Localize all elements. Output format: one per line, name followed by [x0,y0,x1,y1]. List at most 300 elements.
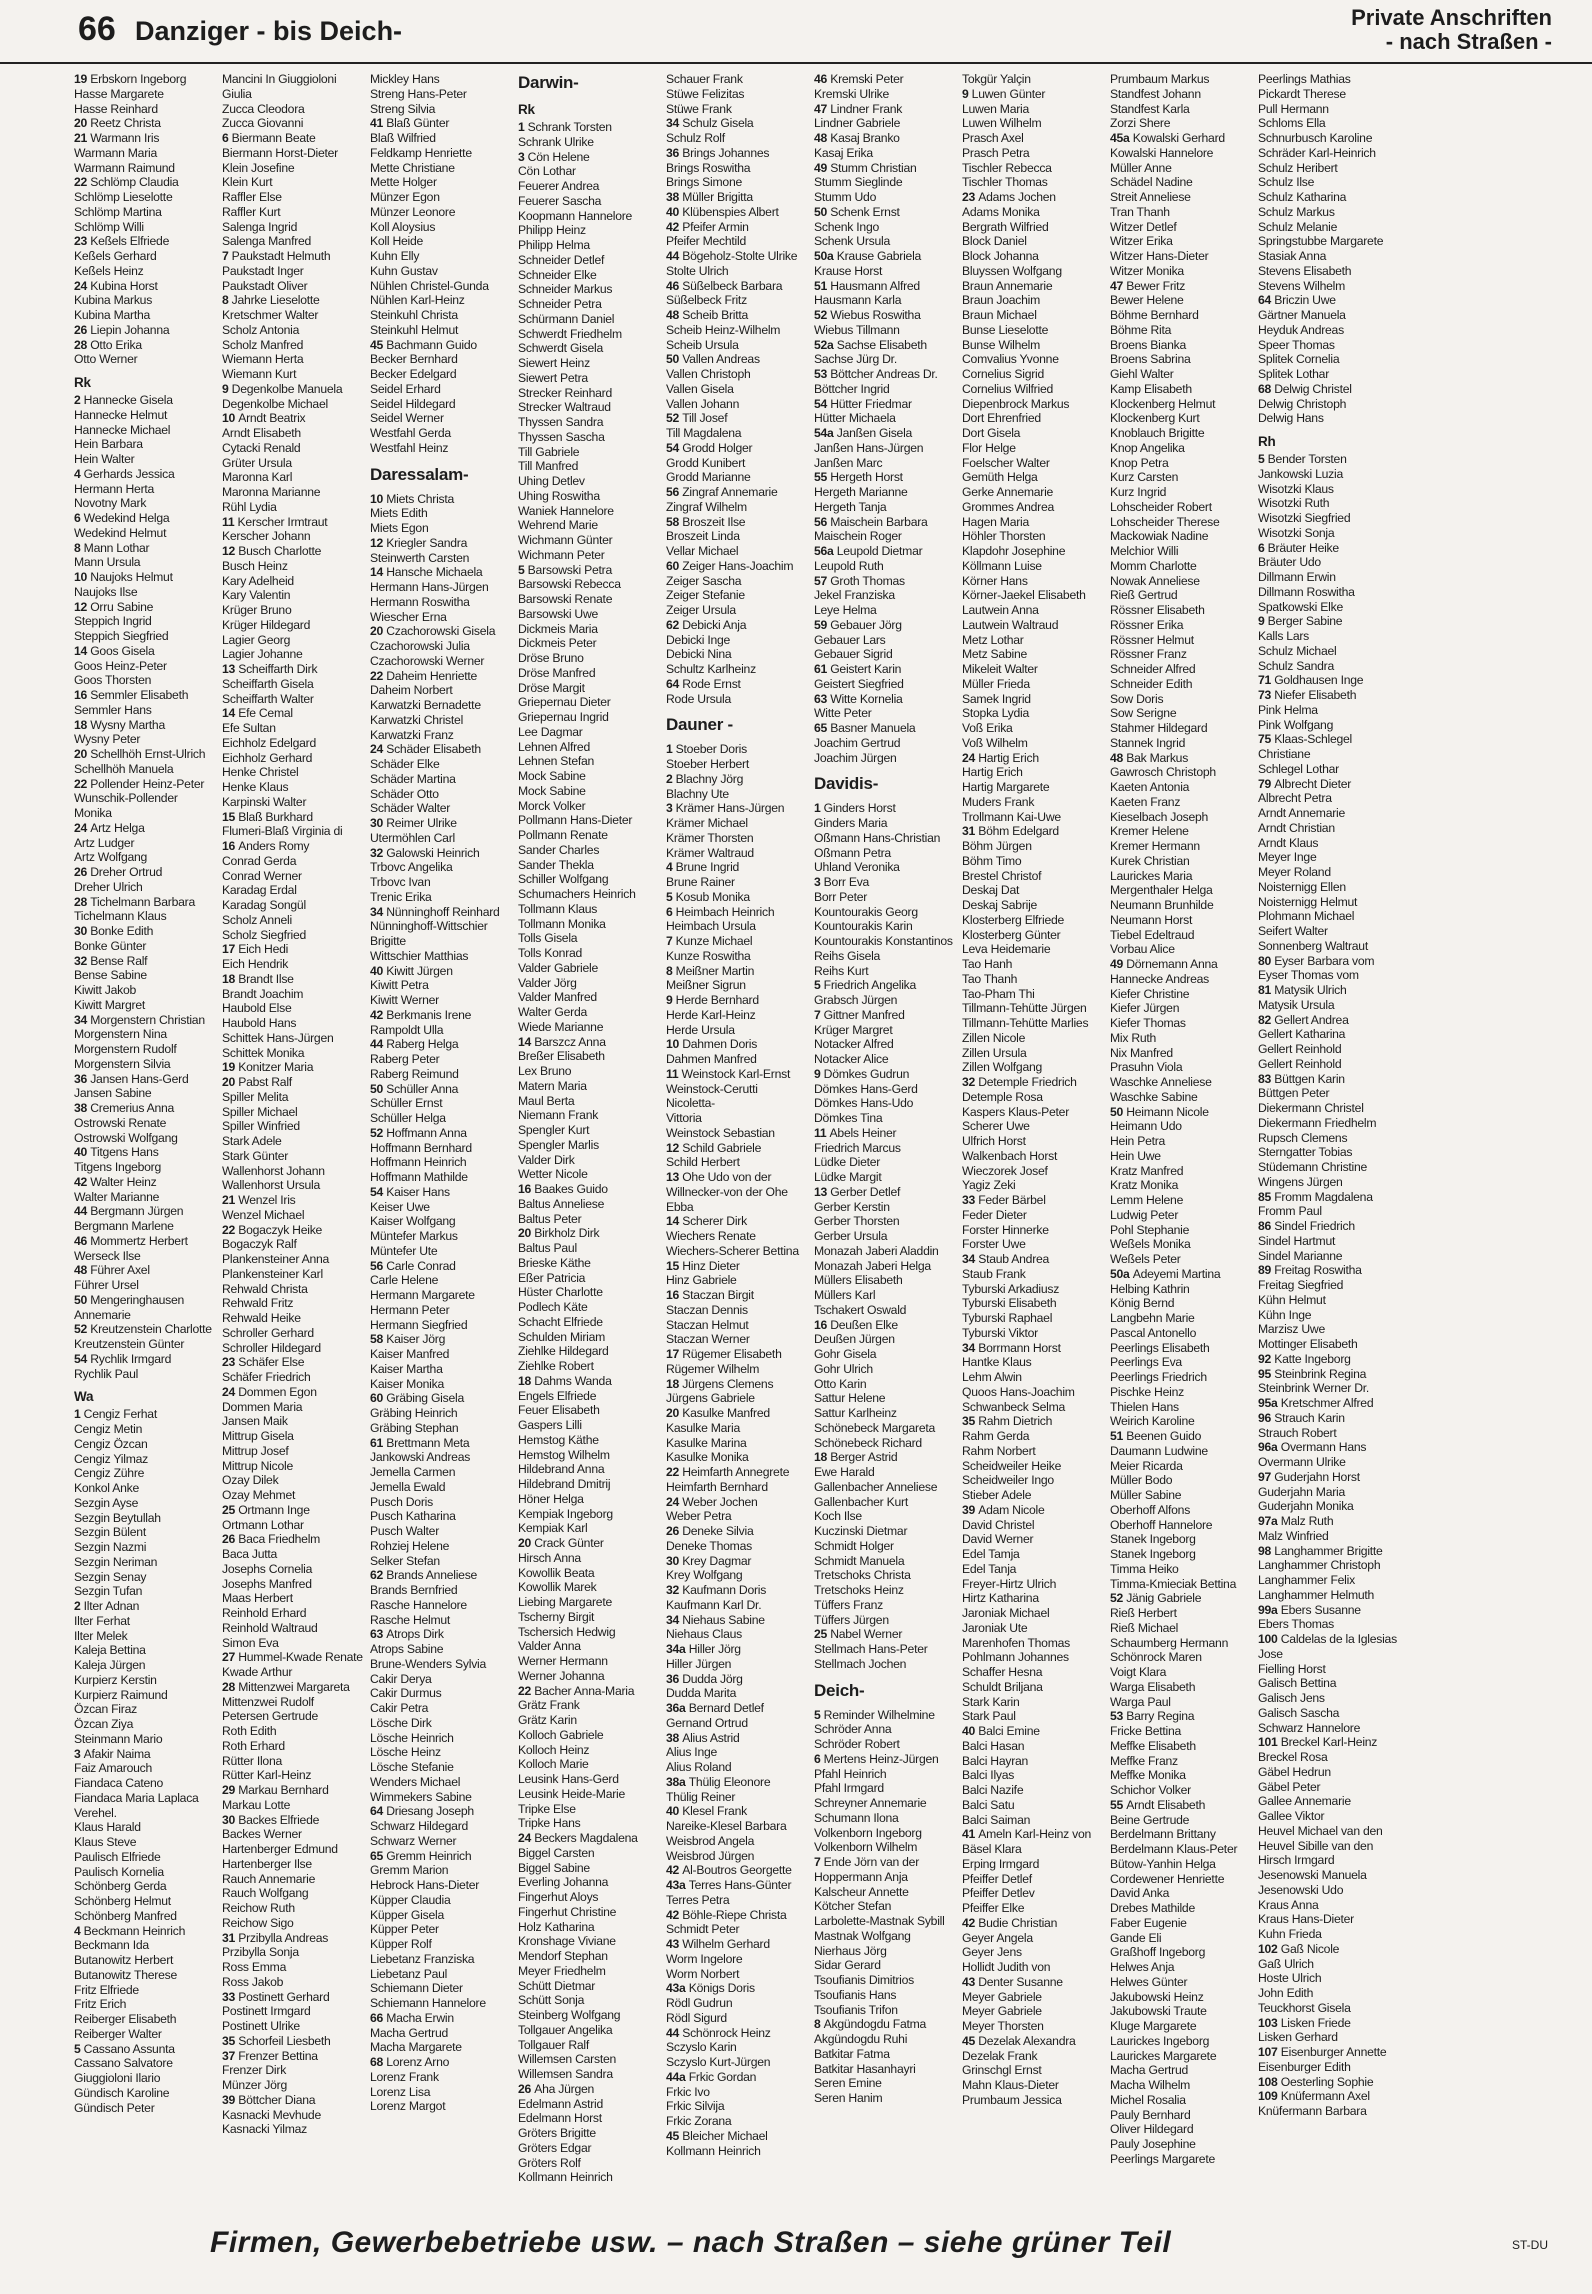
list-item [666,1878,814,1893]
resident-name: Paukstadt Helmuth [231,249,331,263]
resident-name: Scheiffarth Gisela [222,676,314,691]
list-item [1110,913,1258,928]
list-item [74,1116,222,1131]
list-item [74,87,222,102]
list-item [666,978,814,993]
resident-name: Cön Helene [527,149,590,164]
house-number: 12 [222,544,239,558]
resident-name: Ortmann Inge [238,1502,310,1517]
resident-name: Witzer Monika [1110,263,1184,278]
resident-name: Dickmeis Maria [518,621,598,636]
list-item [370,669,518,684]
resident-name: Münzer Egon [370,190,440,204]
list-item [370,1229,518,1244]
resident-name: Stopka Lydia [962,706,1030,721]
list-item [814,1259,962,1274]
list-item [1258,1573,1406,1588]
resident-name: Pfeiffer Elke [962,1901,1025,1915]
resident-name: Herde Ursula [666,1022,735,1037]
list-item [666,1023,814,1038]
resident-name: Reetz Christa [90,116,161,131]
list-item [962,1990,1110,2005]
list-item [74,308,222,323]
resident-name: Lemm Helene [1110,1193,1184,1207]
resident-name: Jesenowski Udo [1258,1882,1344,1897]
list-item [666,397,814,412]
list-item [370,1200,518,1215]
resident-name: Kuhn Frieda [1258,1927,1322,1941]
list-item [370,1288,518,1303]
list-item [1258,1617,1406,1632]
list-item [962,1252,1110,1267]
resident-name: Laurickes Margarete [1110,2048,1217,2063]
resident-name: Brandt Ilse [238,971,294,986]
resident-name: Leupold Dietmar [836,544,923,558]
house-number: 13 [222,662,239,676]
resident-name: Schaffer Hesna [962,1665,1043,1679]
resident-name: Schütt Dietmar [518,1978,596,1993]
list-item [518,1979,666,1994]
house-number: 43a [666,1878,689,1892]
list-item [962,1724,1110,1739]
list-item [222,854,370,869]
resident-name: Schwarz Hannelore [1258,1720,1361,1735]
list-item [666,1126,814,1141]
resident-name: Steinkuhl Helmut [370,322,459,337]
list-item [222,264,370,279]
list-item [666,1377,814,1392]
list-item [518,415,666,430]
resident-name: Zeiger Sascha [666,573,742,588]
house-number: 83 [1258,1071,1275,1086]
directory-column [74,72,222,2200]
resident-name: Kollmann Heinrich [518,2170,613,2185]
house-number: 16 [666,1288,683,1302]
resident-name: Rupsch Clemens [1258,1130,1348,1145]
list-item [74,1525,222,1540]
list-item [1258,279,1406,294]
list-item [222,1842,370,1857]
list-item [962,397,1110,412]
resident-name: Schorfeil Liesbeth [238,2033,331,2048]
resident-name: Weßels Monika [1110,1237,1191,1252]
list-item [962,308,1110,323]
resident-name: Christiane [1258,747,1311,761]
resident-name: Pusch Katharina [370,1509,456,1524]
resident-name: Larbolette-Mastnak Sybill [814,1914,945,1928]
resident-name: Kerscher Johann [222,529,311,544]
resident-name: Schneider Markus [518,282,613,297]
list-item [518,577,666,592]
house-number: 34 [370,904,387,919]
resident-name: Novotny Mark [74,496,147,511]
list-item [666,846,814,861]
resident-name: Niefer Elisabeth [1274,688,1357,702]
resident-name: Monazah Jaberi Aladdin [814,1243,939,1258]
resident-name: Valder Manfred [518,990,597,1005]
resident-name: Borr Peter [814,889,868,904]
list-item [370,1273,518,1288]
list-item [962,1075,1110,1090]
resident-name: Heimbach Heinrich [675,904,775,919]
resident-name: Brune-Wenders Sylvia [370,1656,487,1671]
resident-name: Markau Bernhard [238,1783,329,1797]
resident-name: Kaleja Jürgen [74,1658,146,1672]
resident-name: Salenga Manfred [222,234,312,249]
resident-name: Broszeit Ilse [682,514,746,529]
list-item [518,268,666,283]
list-item [814,1318,962,1333]
resident-name: Hütter Michaela [814,411,896,426]
list-item [666,2085,814,2100]
resident-name: Michel Rosalia [1110,2092,1186,2107]
house-number: 36 [666,1671,683,1686]
resident-name: Rode Ursula [666,691,731,706]
resident-name: Staczan Birgit [682,1288,754,1302]
list-item [1110,175,1258,190]
house-number: 109 [1258,2089,1281,2104]
resident-name: Terres Petra [666,1892,730,1907]
list-item [814,846,962,861]
resident-name: Kaleja Bettina [74,1643,146,1658]
list-item [962,470,1110,485]
list-item [814,1708,962,1723]
resident-name: Baltus Peter [518,1211,582,1226]
resident-name: Maronna Karl [222,470,293,485]
resident-name: Dickmeis Peter [518,636,597,651]
resident-name: Haubold Hans [222,1016,297,1030]
resident-name: Jaroniak Ute [962,1620,1028,1635]
resident-name: Jekel Franziska [814,588,895,603]
resident-name: Noisternigg Ellen [1258,879,1346,894]
resident-name: Raberg Reimund [370,1066,459,1081]
list-item [518,887,666,902]
resident-name: Notacker Alfred [814,1037,894,1052]
resident-name: Böhm Jürgen [962,839,1032,853]
resident-name: Schlömp Claudia [90,175,179,190]
resident-name: Eich Hendrik [222,957,289,971]
list-item [518,799,666,814]
list-item [1110,1621,1258,1636]
district-heading: Rk [518,102,535,117]
resident-name: Stellmach Hans-Peter [814,1642,928,1656]
resident-name: Hartenberger Edmund [222,1842,338,1856]
resident-name: Edel Tamja [962,1547,1020,1561]
list-item [222,205,370,220]
list-item [518,400,666,415]
resident-name: Henke Christel [222,765,299,780]
street-heading: Darwin- [518,73,579,92]
list-item [1258,1794,1406,1809]
resident-name: Hagen Maria [962,514,1030,529]
resident-name: Balci Hasan [962,1738,1025,1753]
house-number: 19 [222,1060,239,1075]
list-item [814,736,962,751]
resident-name: Leupold Ruth [814,558,884,573]
list-item [222,544,370,559]
house-number: 50 [666,352,683,367]
house-number: 38 [666,190,683,204]
resident-name: Debicki Inge [666,632,731,647]
resident-name: Vallen Johann [666,396,740,411]
resident-name: Artz Ludger [74,835,135,850]
house-number: 14 [666,1214,683,1229]
list-item [222,1031,370,1046]
directory-column [666,72,814,2200]
list-item [666,1406,814,1421]
resident-name: Stüdemann Christine [1258,1160,1368,1174]
list-item [814,801,962,816]
list-item [518,1315,666,1330]
list-item [518,164,666,179]
list-item [666,934,814,949]
house-number: 1 [74,1407,84,1422]
resident-name: Stoeber Herbert [666,757,749,771]
house-number: 54 [74,1351,91,1366]
list-item [666,2129,814,2144]
house-number: 42 [370,1007,387,1022]
resident-name: Karwatzki Franz [370,727,454,742]
list-item [222,810,370,825]
resident-name: Morck Volker [518,798,586,813]
resident-name: Tischler Rebecca [962,160,1052,175]
list-item [74,1407,222,1422]
resident-name: Tretschoks Heinz [814,1583,904,1597]
resident-name: Kunze Michael [675,934,753,948]
house-number: 102 [1258,1941,1281,1956]
resident-name: David Anka [1110,1886,1170,1901]
house-number: 64 [666,676,683,691]
list-item [666,618,814,633]
resident-name: Hein Uwe [1110,1148,1161,1163]
resident-name: Butanowitz Therese [74,1967,177,1982]
list-item [962,751,1110,766]
resident-name: Schwarz Hildegard [370,1819,469,1833]
resident-name: Frenzer Bettina [238,2048,318,2063]
resident-name: Walter Heinz [90,1174,157,1189]
house-number: 24 [518,1831,535,1845]
resident-name: Schönebeck Richard [814,1435,922,1450]
list-item [814,831,962,846]
resident-name: Kountourakis Georg [814,904,918,919]
list-item [222,633,370,648]
resident-name: Kiwitt Margret [74,997,145,1012]
list-item [74,408,222,423]
resident-name: Schulz Katharina [1258,190,1347,204]
list-item [370,1377,518,1392]
resident-name: Krüger Bruno [222,603,292,617]
resident-name: Dahmen Manfred [666,1052,757,1066]
list-item [518,2156,666,2171]
resident-name: Brings Roswitha [666,160,751,175]
resident-name: Schultz Karlheinz [666,662,756,676]
list-item [1110,898,1258,913]
directory-column [518,72,666,2200]
house-number: 54 [370,1184,387,1199]
list-item [814,1988,962,2003]
resident-name: Schnurbusch Karoline [1258,131,1373,145]
resident-name: Warmann Raimund [74,160,175,175]
list-item [74,1924,222,1939]
resident-name: Akgündogdu Ruhi [814,2032,908,2046]
list-item [518,1743,666,1758]
resident-name: Wehrend Marie [518,518,598,533]
resident-name: Tyburski Viktor [962,1325,1038,1340]
resident-name: Bonke Günter [74,938,147,953]
resident-name: Schmidt Manuela [814,1553,905,1568]
resident-name: Kaiser Wolfgang [370,1214,456,1229]
resident-name: Joachim Gertrud [814,735,901,750]
list-item [666,559,814,574]
list-item [222,1223,370,1238]
resident-name: Speer Thomas [1258,337,1335,352]
resident-name: Schittek Monika [222,1045,305,1060]
list-item [222,2034,370,2049]
list-item [962,1001,1110,1016]
resident-name: Przibylla Andreas [238,1930,329,1945]
resident-name: Kuczinski Dietmar [814,1524,908,1538]
list-item [666,1082,814,1097]
list-item [370,934,518,949]
list-item [666,426,814,441]
resident-name: Kretschmer Walter [222,308,319,322]
list-item [666,831,814,846]
list-item [1258,1632,1406,1647]
resident-name: Sow Doris [1110,691,1164,706]
list-item [814,1627,962,1642]
resident-name: Bak Markus [1126,750,1189,765]
resident-name: Kretschmer Alfred [1280,1396,1374,1410]
resident-name: Witte Kornelia [830,691,903,706]
list-item [666,875,814,890]
list-item [962,1975,1110,1990]
list-item [1110,736,1258,751]
list-item [962,559,1110,574]
house-number: 38a [666,1774,689,1789]
resident-name: Mahn Klaus-Dieter [962,2078,1059,2092]
house-number: 22 [222,1222,239,1237]
list-item [222,1990,370,2005]
list-item [1110,765,1258,780]
list-item [1258,234,1406,249]
list-item [370,1583,518,1598]
list-item [1258,762,1406,777]
list-item [1258,1367,1406,1382]
resident-name: Marzisz Uwe [1258,1322,1325,1337]
list-item [74,249,222,264]
list-item [518,327,666,342]
list-item [1258,1455,1406,1470]
list-item [518,120,666,135]
resident-name: Rössner Erika [1110,617,1184,632]
list-item [962,1783,1110,1798]
resident-name: Knoblauch Brigitte [1110,426,1205,440]
house-number: 97a [1258,1514,1281,1528]
resident-name: Böttcher Andreas Dr. [830,367,938,381]
resident-name: Backes Werner [222,1827,302,1842]
list-item [518,1964,666,1979]
house-number: 20 [518,1536,535,1550]
resident-name: Aha Jürgen [534,2081,595,2096]
resident-name: Malz Winfried [1258,1528,1329,1543]
resident-name: Klockenberg Helmut [1110,396,1216,411]
list-item [814,993,962,1008]
resident-name: Ebers Susanne [1280,1602,1361,1617]
resident-name: Butanowitz Herbert [74,1953,174,1967]
list-item [1258,1809,1406,1824]
resident-name: Gande Eli [1110,1930,1162,1945]
resident-name: Peerlings Elisabeth [1110,1340,1210,1355]
resident-name: Mastnak Wolfgang [814,1928,911,1943]
list-item [1110,1813,1258,1828]
resident-name: Bunse Lieselotte [962,322,1049,337]
resident-name: Thülig Reiner [666,1789,736,1804]
list-item [222,1577,370,1592]
resident-name: Mittrup Nicole [222,1458,293,1473]
resident-name: Ostrowski Wolfgang [74,1130,178,1145]
resident-name: Gaspers Lilli [518,1418,582,1432]
resident-name: Kubina Markus [74,293,153,308]
resident-name: Seren Hanim [814,2091,883,2105]
list-item [74,1555,222,1570]
resident-name: Raberg Peter [370,1052,440,1066]
resident-name: Brune Rainer [666,875,735,889]
house-number: 41 [962,1827,979,1842]
resident-name: Fiandaca Maria Laplaca [74,1790,199,1805]
list-item [962,1503,1110,1518]
house-number: 10 [222,411,239,426]
list-item [74,1747,222,1762]
list-item [74,1865,222,1880]
list-item [222,1311,370,1326]
resident-name: Scheib Heinz-Wilhelm [666,322,781,337]
resident-name: König Bernd [1110,1296,1175,1311]
house-number: 52 [370,1125,387,1140]
list-item [1110,633,1258,648]
resident-name: Sidar Gerard [814,1958,881,1973]
list-item [74,1614,222,1629]
list-item [1110,234,1258,249]
section-title-line1: Private Anschriften [1351,5,1552,30]
resident-name: Rössner Elisabeth [1110,603,1205,617]
list-item [74,1131,222,1146]
list-item [962,883,1110,898]
list-item [370,772,518,787]
house-number: 38 [74,1101,91,1115]
list-item [814,1811,962,1826]
resident-name: Beine Gertrude [1110,1812,1190,1827]
house-number: 24 [370,742,387,757]
list-item [962,205,1110,220]
list-item [1110,1975,1258,1990]
resident-name: Pollmann Hans-Dieter [518,813,633,828]
list-item [1258,1883,1406,1898]
resident-name: Scheib Britta [682,308,749,322]
resident-name: Schenk Ursula [814,234,891,249]
resident-name: Wetter Nicole [518,1167,588,1182]
list-item [814,1840,962,1855]
list-item [370,1170,518,1185]
list-item [518,1846,666,1861]
list-item [1110,1223,1258,1238]
house-number: 14 [222,706,239,721]
list-item [222,397,370,412]
resident-name: Raffler Else [222,190,282,204]
resident-name: Crack Günter [534,1536,604,1550]
resident-name: Gellert Andrea [1274,1012,1349,1027]
resident-name: Zillen Nicole [962,1030,1026,1045]
list-item [814,2091,962,2106]
